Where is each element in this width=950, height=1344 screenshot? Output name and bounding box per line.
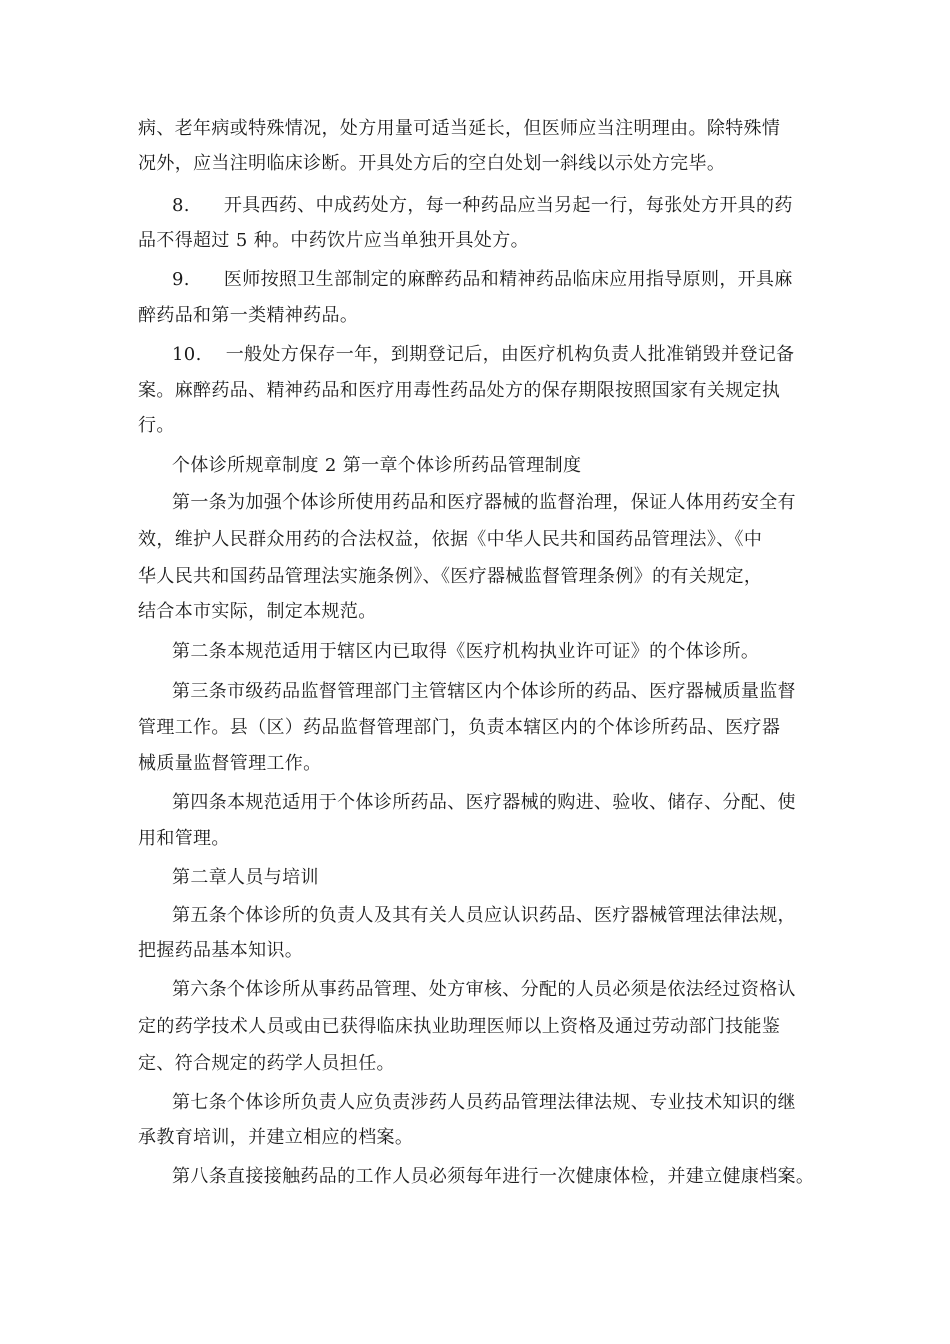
- text-line: 用和管理。: [138, 828, 230, 849]
- item-number: 10.: [172, 344, 202, 365]
- chapter-heading: 第二章人员与培训: [172, 867, 319, 888]
- text-line: 案。麻醉药品、精神药品和医疗用毒性药品处方的保存期限按照国家有关规定执: [138, 380, 781, 401]
- item-number: 9.: [172, 269, 190, 290]
- text-line: 结合本市实际，制定本规范。: [138, 601, 377, 622]
- text-line: 第七条个体诊所负责人应负责涉药人员药品管理法律法规、专业技术知识的继: [172, 1092, 796, 1113]
- text-line: 械质量监督管理工作。: [138, 753, 322, 774]
- text-line: 效，维护人民群众用药的合法权益，依据《中华人民共和国药品管理法》、《中: [138, 529, 763, 550]
- text-line: 第四条本规范适用于个体诊所药品、医疗器械的购进、验收、储存、分配、使: [172, 792, 796, 813]
- text-line: 行。: [138, 415, 175, 436]
- numbered-paragraph-9: [172, 268, 793, 292]
- text-line: 管理工作。县（区）药品监督管理部门，负责本辖区内的个体诊所药品、医疗器: [138, 717, 781, 738]
- item-number: 8.: [172, 195, 190, 216]
- text-line: 开具西药、中成药处方，每一种药品应当另起一行，每张处方开具的药: [223, 195, 793, 216]
- text-line: 第三条市级药品监督管理部门主管辖区内个体诊所的药品、医疗器械质量监督: [172, 681, 796, 702]
- text-line: 定、符合规定的药学人员担任。: [138, 1053, 395, 1074]
- text-line: 第五条个体诊所的负责人及其有关人员应认识药品、医疗器械管理法律法规，: [172, 905, 796, 926]
- text-line: 醉药品和第一类精神药品。: [138, 305, 359, 326]
- text-line: 第一条为加强个体诊所使用药品和医疗器械的监督治理，保证人体用药安全有: [172, 492, 796, 513]
- text-line: 一般处方保存一年，到期登记后，由医疗机构负责人批准销毁并登记备: [225, 344, 795, 365]
- text-line: 华人民共和国药品管理法实施条例》、《医疗器械监督管理条例》的有关规定，: [138, 566, 763, 587]
- numbered-paragraph-8: [172, 194, 793, 218]
- text-line: 第二条本规范适用于辖区内已取得《医疗机构执业许可证》的个体诊所。: [172, 641, 760, 662]
- numbered-paragraph-10: [172, 343, 795, 367]
- text-line: 第八条直接接触药品的工作人员必须每年进行一次健康体检，并建立健康档案。: [172, 1166, 815, 1187]
- text-line: 定的药学技术人员或由已获得临床执业助理医师以上资格及通过劳动部门技能鉴: [138, 1016, 781, 1037]
- text-line: 况外，应当注明临床诊断。开具处方后的空白处划一斜线以示处方完毕。: [138, 153, 726, 174]
- text-line: 品不得超过 5 种。中药饮片应当单独开具处方。: [138, 230, 529, 251]
- text-line: 病、老年病或特殊情况，处方用量可适当延长，但医师应当注明理由。除特殊情: [138, 118, 781, 139]
- text-line: 承教育培训，并建立相应的档案。: [138, 1127, 414, 1148]
- text-line: 把握药品基本知识。: [138, 940, 304, 961]
- section-heading: 个体诊所规章制度 2 第一章个体诊所药品管理制度: [172, 455, 582, 476]
- text-line: 第六条个体诊所从事药品管理、处方审核、分配的人员必须是依法经过资格认: [172, 979, 796, 1000]
- text-line: 医师按照卫生部制定的麻醉药品和精神药品临床应用指导原则，开具麻: [223, 269, 793, 290]
